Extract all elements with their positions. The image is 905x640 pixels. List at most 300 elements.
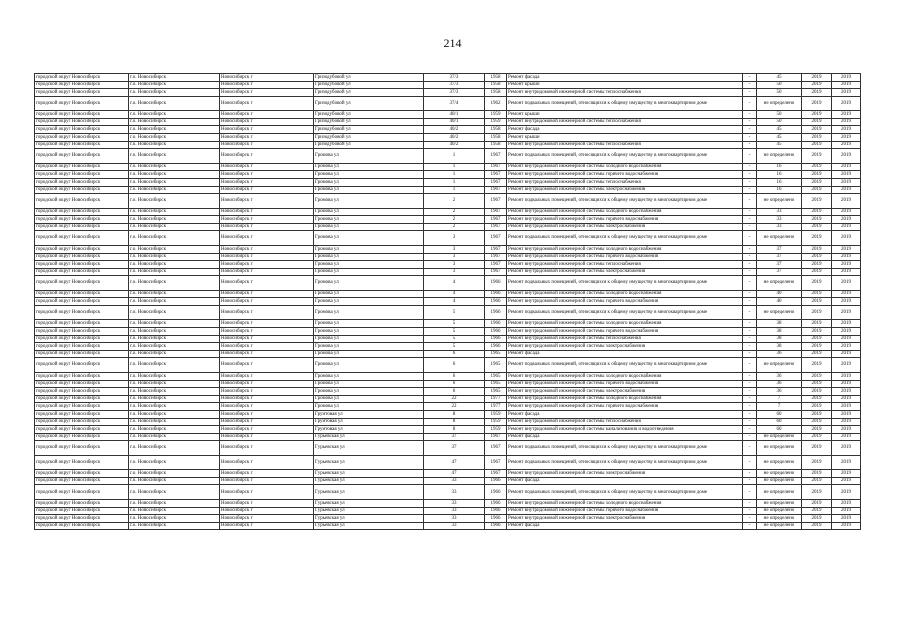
table-row [35, 441, 861, 456]
cell-value: не определено [757, 485, 802, 500]
cell-work-type: Ремонт внутридомовой инженерной системы канализования и водоотведения [507, 426, 743, 434]
cell-go: г.о. Новосибирск [129, 74, 220, 82]
cell-okrug: городской округ Новосибирск [35, 261, 129, 269]
cell-city: Новосибирск г [220, 305, 314, 320]
cell-dash: - [743, 455, 757, 470]
cell-house: 3 [424, 253, 485, 261]
cell-year-start: 2019 [802, 470, 832, 478]
cell-dash: - [743, 305, 757, 320]
cell-year-end: 2019 [832, 208, 861, 216]
cell-year: 1967 [485, 163, 507, 171]
cell-street: Гурьевская ул [314, 433, 424, 441]
cell-dash: - [743, 499, 757, 507]
cell-year-end: 2019 [832, 343, 861, 351]
cell-house: 1 [424, 149, 485, 164]
cell-year-end: 2019 [832, 499, 861, 507]
cell-house: 40/2 [424, 141, 485, 149]
cell-work-type: Ремонт внутридомовой инженерной системы теплоснабжения [507, 178, 743, 186]
cell-street: Громова ул [314, 178, 424, 186]
cell-city: Новосибирск г [220, 89, 314, 97]
cell-go: г.о. Новосибирск [129, 410, 220, 418]
cell-city: Новосибирск г [220, 477, 314, 485]
cell-house: 33 [424, 477, 485, 485]
cell-year-start: 2019 [802, 395, 832, 403]
cell-value: 16 [757, 186, 802, 194]
cell-year-end: 2019 [832, 134, 861, 142]
cell-house: 37/3 [424, 81, 485, 89]
cell-go: г.о. Новосибирск [129, 186, 220, 194]
cell-year-end: 2019 [832, 149, 861, 164]
cell-year: 1966 [485, 290, 507, 298]
cell-go: г.о. Новосибирск [129, 499, 220, 507]
cell-house: 5 [424, 328, 485, 336]
cell-go: г.о. Новосибирск [129, 350, 220, 358]
page-number: 214 [443, 36, 462, 50]
cell-house: 37/3 [424, 74, 485, 82]
cell-city: Новосибирск г [220, 96, 314, 111]
cell-okrug: городской округ Новосибирск [35, 403, 129, 411]
cell-work-type: Ремонт внутридомовой инженерной системы холодного водоснабжения [507, 395, 743, 403]
cell-value: 60 [757, 410, 802, 418]
cell-value: 36 [757, 388, 802, 396]
cell-street: Гурьевская ул [314, 485, 424, 500]
cell-value: 16 [757, 178, 802, 186]
cell-house: 4 [424, 290, 485, 298]
cell-okrug: городской округ Новосибирск [35, 343, 129, 351]
cell-street: Гурьевская ул [314, 507, 424, 515]
cell-house: 5 [424, 335, 485, 343]
cell-year-end: 2019 [832, 372, 861, 380]
cell-street: Гурьевская ул [314, 522, 424, 530]
cell-street: Грунтовая ул [314, 418, 424, 426]
cell-work-type: Ремонт внутридомовой инженерной системы теплоснабжения [507, 261, 743, 269]
cell-work-type: Ремонт внутридомовой инженерной системы горячего водоснабжения [507, 253, 743, 261]
cell-dash: - [743, 74, 757, 82]
cell-house: 1 [424, 178, 485, 186]
cell-go: г.о. Новосибирск [129, 388, 220, 396]
cell-value: 38 [757, 328, 802, 336]
table-row [35, 358, 861, 373]
cell-street: Гризодубовой ул [314, 111, 424, 119]
cell-house: 22 [424, 395, 485, 403]
cell-go: г.о. Новосибирск [129, 194, 220, 209]
cell-year-end: 2019 [832, 231, 861, 246]
cell-year-start: 2019 [802, 74, 832, 82]
table-row [35, 298, 861, 306]
cell-year: 1967 [485, 171, 507, 179]
cell-street: Громова ул [314, 163, 424, 171]
cell-year-end: 2019 [832, 380, 861, 388]
cell-house: 3 [424, 245, 485, 253]
cell-okrug: городской округ Новосибирск [35, 418, 129, 426]
cell-year-end: 2019 [832, 470, 861, 478]
cell-value: 33 [757, 223, 802, 231]
cell-year-end: 2019 [832, 328, 861, 336]
cell-year-start: 2019 [802, 126, 832, 134]
cell-house: 8 [424, 426, 485, 434]
cell-okrug: городской округ Новосибирск [35, 171, 129, 179]
cell-city: Новосибирск г [220, 268, 314, 276]
cell-year: 1965 [485, 358, 507, 373]
cell-okrug: городской округ Новосибирск [35, 388, 129, 396]
cell-year-end: 2019 [832, 358, 861, 373]
cell-work-type: Ремонт подвальных помещений, относящихся к общему имуществу в многоквартирном доме [507, 485, 743, 500]
cell-okrug: городской округ Новосибирск [35, 186, 129, 194]
cell-dash: - [743, 485, 757, 500]
cell-street: Гурьевская ул [314, 441, 424, 456]
cell-house: 1 [424, 171, 485, 179]
cell-work-type: Ремонт внутридомовой инженерной системы горячего водоснабжения [507, 171, 743, 179]
cell-house: 37 [424, 441, 485, 456]
table-row [35, 320, 861, 328]
cell-year: 1966 [485, 522, 507, 530]
cell-year: 1966 [485, 276, 507, 291]
table-row [35, 305, 861, 320]
cell-house: 40/2 [424, 134, 485, 142]
cell-year-start: 2019 [802, 141, 832, 149]
cell-value: не определено [757, 522, 802, 530]
cell-work-type: Ремонт фасада [507, 126, 743, 134]
cell-street: Громова ул [314, 343, 424, 351]
cell-work-type: Ремонт внутридомовой инженерной системы горячего водоснабжения [507, 298, 743, 306]
cell-dash: - [743, 343, 757, 351]
cell-year-start: 2019 [802, 441, 832, 456]
cell-dash: - [743, 194, 757, 209]
cell-go: г.о. Новосибирск [129, 96, 220, 111]
cell-go: г.о. Новосибирск [129, 126, 220, 134]
cell-year-start: 2019 [802, 171, 832, 179]
cell-dash: - [743, 477, 757, 485]
cell-year-end: 2019 [832, 507, 861, 515]
cell-okrug: городской округ Новосибирск [35, 96, 129, 111]
cell-year-end: 2019 [832, 515, 861, 523]
cell-house: 2 [424, 208, 485, 216]
cell-year-start: 2019 [802, 268, 832, 276]
cell-year: 1967 [485, 253, 507, 261]
cell-value: не определено [757, 231, 802, 246]
cell-go: г.о. Новосибирск [129, 305, 220, 320]
cell-street: Громова ул [314, 298, 424, 306]
cell-work-type: Ремонт подвальных помещений, относящихся к общему имуществу в многоквартирном доме [507, 231, 743, 246]
cell-street: Громова ул [314, 305, 424, 320]
cell-street: Громова ул [314, 223, 424, 231]
cell-year-end: 2019 [832, 261, 861, 269]
cell-street: Громова ул [314, 372, 424, 380]
cell-go: г.о. Новосибирск [129, 163, 220, 171]
cell-go: г.о. Новосибирск [129, 141, 220, 149]
cell-year-end: 2019 [832, 89, 861, 97]
cell-value: 36 [757, 350, 802, 358]
cell-city: Новосибирск г [220, 328, 314, 336]
cell-house: 47 [424, 470, 485, 478]
cell-year: 1966 [485, 305, 507, 320]
table-row [35, 231, 861, 246]
cell-go: г.о. Новосибирск [129, 515, 220, 523]
cell-work-type: Ремонт внутридомовой инженерной системы горячего водоснабжения [507, 507, 743, 515]
cell-year: 1962 [485, 96, 507, 111]
cell-year: 1967 [485, 194, 507, 209]
cell-dash: - [743, 335, 757, 343]
cell-value: 7 [757, 403, 802, 411]
cell-year-start: 2019 [802, 388, 832, 396]
table-row [35, 328, 861, 336]
cell-city: Новосибирск г [220, 470, 314, 478]
table-row [35, 470, 861, 478]
cell-house: 40/2 [424, 126, 485, 134]
cell-value: не определено [757, 455, 802, 470]
cell-city: Новосибирск г [220, 507, 314, 515]
cell-okrug: городской округ Новосибирск [35, 74, 129, 82]
cell-dash: - [743, 178, 757, 186]
table-row [35, 111, 861, 119]
cell-okrug: городской округ Новосибирск [35, 126, 129, 134]
cell-year: 1959 [485, 111, 507, 119]
cell-year-start: 2019 [802, 328, 832, 336]
cell-dash: - [743, 186, 757, 194]
cell-go: г.о. Новосибирск [129, 335, 220, 343]
cell-city: Новосибирск г [220, 245, 314, 253]
table-row [35, 418, 861, 426]
cell-city: Новосибирск г [220, 149, 314, 164]
cell-street: Громова ул [314, 276, 424, 291]
cell-year-end: 2019 [832, 455, 861, 470]
cell-year: 1977 [485, 395, 507, 403]
cell-dash: - [743, 350, 757, 358]
cell-go: г.о. Новосибирск [129, 477, 220, 485]
cell-year-start: 2019 [802, 343, 832, 351]
cell-year-end: 2019 [832, 298, 861, 306]
cell-year-start: 2019 [802, 477, 832, 485]
table-row [35, 194, 861, 209]
cell-house: 47 [424, 455, 485, 470]
cell-work-type: Ремонт подвальных помещений, относящихся к общему имуществу в многоквартирном доме [507, 194, 743, 209]
cell-city: Новосибирск г [220, 350, 314, 358]
cell-value: 60 [757, 426, 802, 434]
cell-year-start: 2019 [802, 305, 832, 320]
cell-year-end: 2019 [832, 350, 861, 358]
cell-city: Новосибирск г [220, 372, 314, 380]
cell-year: 1977 [485, 403, 507, 411]
table-row [35, 515, 861, 523]
cell-dash: - [743, 441, 757, 456]
table-row [35, 134, 861, 142]
cell-year-start: 2019 [802, 403, 832, 411]
cell-work-type: Ремонт внутридомовой инженерной системы электроснабжения [507, 186, 743, 194]
cell-year: 1967 [485, 186, 507, 194]
cell-dash: - [743, 245, 757, 253]
cell-city: Новосибирск г [220, 335, 314, 343]
cell-value: не определено [757, 507, 802, 515]
cell-house: 3 [424, 231, 485, 246]
cell-dash: - [743, 96, 757, 111]
cell-year-start: 2019 [802, 426, 832, 434]
cell-value: не определено [757, 149, 802, 164]
cell-work-type: Ремонт внутридомовой инженерной системы электроснабжения [507, 388, 743, 396]
cell-go: г.о. Новосибирск [129, 223, 220, 231]
cell-dash: - [743, 171, 757, 179]
table-row [35, 395, 861, 403]
cell-year: 1966 [485, 335, 507, 343]
cell-city: Новосибирск г [220, 395, 314, 403]
cell-work-type: Ремонт внутридомовой инженерной системы теплоснабжения [507, 89, 743, 97]
cell-year-start: 2019 [802, 522, 832, 530]
cell-house: 3 [424, 261, 485, 269]
cell-house: 2 [424, 216, 485, 224]
cell-city: Новосибирск г [220, 223, 314, 231]
cell-year-start: 2019 [802, 507, 832, 515]
cell-dash: - [743, 403, 757, 411]
cell-year: 1966 [485, 485, 507, 500]
cell-house: 37/3 [424, 89, 485, 97]
cell-okrug: городской округ Новосибирск [35, 372, 129, 380]
cell-city: Новосибирск г [220, 290, 314, 298]
cell-street: Громова ул [314, 261, 424, 269]
cell-dash: - [743, 507, 757, 515]
cell-year: 1958 [485, 141, 507, 149]
cell-year-start: 2019 [802, 380, 832, 388]
cell-year-start: 2019 [802, 350, 832, 358]
cell-okrug: городской округ Новосибирск [35, 178, 129, 186]
cell-okrug: городской округ Новосибирск [35, 245, 129, 253]
cell-go: г.о. Новосибирск [129, 507, 220, 515]
cell-street: Громова ул [314, 231, 424, 246]
cell-year-start: 2019 [802, 515, 832, 523]
cell-okrug: городской округ Новосибирск [35, 358, 129, 373]
cell-house: 37/4 [424, 96, 485, 111]
cell-house: 5 [424, 305, 485, 320]
cell-street: Громова ул [314, 350, 424, 358]
cell-city: Новосибирск г [220, 178, 314, 186]
cell-city: Новосибирск г [220, 81, 314, 89]
cell-house: 1 [424, 186, 485, 194]
cell-okrug: городской округ Новосибирск [35, 335, 129, 343]
cell-year-start: 2019 [802, 96, 832, 111]
cell-house: 2 [424, 194, 485, 209]
cell-value: 50 [757, 118, 802, 126]
cell-year: 1965 [485, 350, 507, 358]
cell-work-type: Ремонт внутридомовой инженерной системы холодного водоснабжения [507, 290, 743, 298]
cell-okrug: городской округ Новосибирск [35, 470, 129, 478]
cell-year-start: 2019 [802, 186, 832, 194]
cell-city: Новосибирск г [220, 343, 314, 351]
cell-work-type: Ремонт подвальных помещений, относящихся к общему имуществу в многоквартирном доме [507, 149, 743, 164]
cell-okrug: городской округ Новосибирск [35, 426, 129, 434]
cell-house: 33 [424, 515, 485, 523]
cell-year-start: 2019 [802, 499, 832, 507]
table-row [35, 372, 861, 380]
cell-year-start: 2019 [802, 163, 832, 171]
table-row [35, 499, 861, 507]
table-row [35, 149, 861, 164]
cell-street: Гризодубовой ул [314, 126, 424, 134]
cell-street: Гризодубовой ул [314, 96, 424, 111]
cell-year: 1966 [485, 320, 507, 328]
cell-house: 33 [424, 522, 485, 530]
cell-city: Новосибирск г [220, 499, 314, 507]
cell-work-type: Ремонт внутридомовой инженерной системы горячего водоснабжения [507, 403, 743, 411]
cell-go: г.о. Новосибирск [129, 111, 220, 119]
cell-street: Грунтовая ул [314, 410, 424, 418]
cell-year: 1959 [485, 118, 507, 126]
cell-okrug: городской округ Новосибирск [35, 231, 129, 246]
cell-work-type: Ремонт фасада [507, 522, 743, 530]
cell-okrug: городской округ Новосибирск [35, 433, 129, 441]
cell-year-end: 2019 [832, 433, 861, 441]
cell-okrug: городской округ Новосибирск [35, 89, 129, 97]
cell-year-end: 2019 [832, 522, 861, 530]
cell-okrug: городской округ Новосибирск [35, 320, 129, 328]
cell-go: г.о. Новосибирск [129, 522, 220, 530]
cell-okrug: городской округ Новосибирск [35, 163, 129, 171]
cell-house: 40/1 [424, 111, 485, 119]
cell-value: 36 [757, 372, 802, 380]
cell-street: Громова ул [314, 194, 424, 209]
cell-go: г.о. Новосибирск [129, 81, 220, 89]
cell-year-start: 2019 [802, 290, 832, 298]
cell-city: Новосибирск г [220, 118, 314, 126]
cell-value: 38 [757, 335, 802, 343]
cell-go: г.о. Новосибирск [129, 403, 220, 411]
cell-work-type: Ремонт внутридомовой инженерной системы холодного водоснабжения [507, 245, 743, 253]
cell-city: Новосибирск г [220, 418, 314, 426]
cell-dash: - [743, 118, 757, 126]
cell-street: Гурьевская ул [314, 499, 424, 507]
cell-street: Гурьевская ул [314, 455, 424, 470]
cell-year: 1967 [485, 223, 507, 231]
table-row [35, 141, 861, 149]
table-row [35, 261, 861, 269]
table-row [35, 163, 861, 171]
cell-work-type: Ремонт внутридомовой инженерной системы холодного водоснабжения [507, 208, 743, 216]
cell-go: г.о. Новосибирск [129, 253, 220, 261]
cell-work-type: Ремонт подвальных помещений, относящихся к общему имуществу в многоквартирном доме [507, 358, 743, 373]
cell-okrug: городской округ Новосибирск [35, 276, 129, 291]
cell-okrug: городской округ Новосибирск [35, 268, 129, 276]
cell-year-start: 2019 [802, 298, 832, 306]
table-row [35, 81, 861, 89]
cell-house: 33 [424, 485, 485, 500]
cell-dash: - [743, 126, 757, 134]
cell-street: Громова ул [314, 395, 424, 403]
cell-house: 4 [424, 276, 485, 291]
cell-okrug: городской округ Новосибирск [35, 208, 129, 216]
table-row [35, 223, 861, 231]
cell-work-type: Ремонт крыши [507, 111, 743, 119]
capital-repair-table [34, 73, 861, 530]
cell-go: г.о. Новосибирск [129, 433, 220, 441]
cell-year-end: 2019 [832, 126, 861, 134]
cell-dash: - [743, 395, 757, 403]
cell-year-end: 2019 [832, 194, 861, 209]
cell-work-type: Ремонт крыши [507, 134, 743, 142]
cell-street: Громова ул [314, 171, 424, 179]
cell-value: 60 [757, 418, 802, 426]
cell-dash: - [743, 231, 757, 246]
cell-value: не определено [757, 470, 802, 478]
cell-okrug: городской округ Новосибирск [35, 515, 129, 523]
cell-value: 33 [757, 216, 802, 224]
cell-street: Гурьевская ул [314, 470, 424, 478]
cell-year: 1958 [485, 89, 507, 97]
cell-work-type: Ремонт фасада [507, 477, 743, 485]
cell-work-type: Ремонт внутридомовой инженерной системы горячего водоснабжения [507, 216, 743, 224]
table-row [35, 208, 861, 216]
cell-street: Громова ул [314, 208, 424, 216]
cell-work-type: Ремонт внутридомовой инженерной системы холодного водоснабжения [507, 372, 743, 380]
table-row [35, 335, 861, 343]
cell-work-type: Ремонт подвальных помещений, относящихся к общему имуществу в многоквартирном доме [507, 276, 743, 291]
cell-year-end: 2019 [832, 74, 861, 82]
